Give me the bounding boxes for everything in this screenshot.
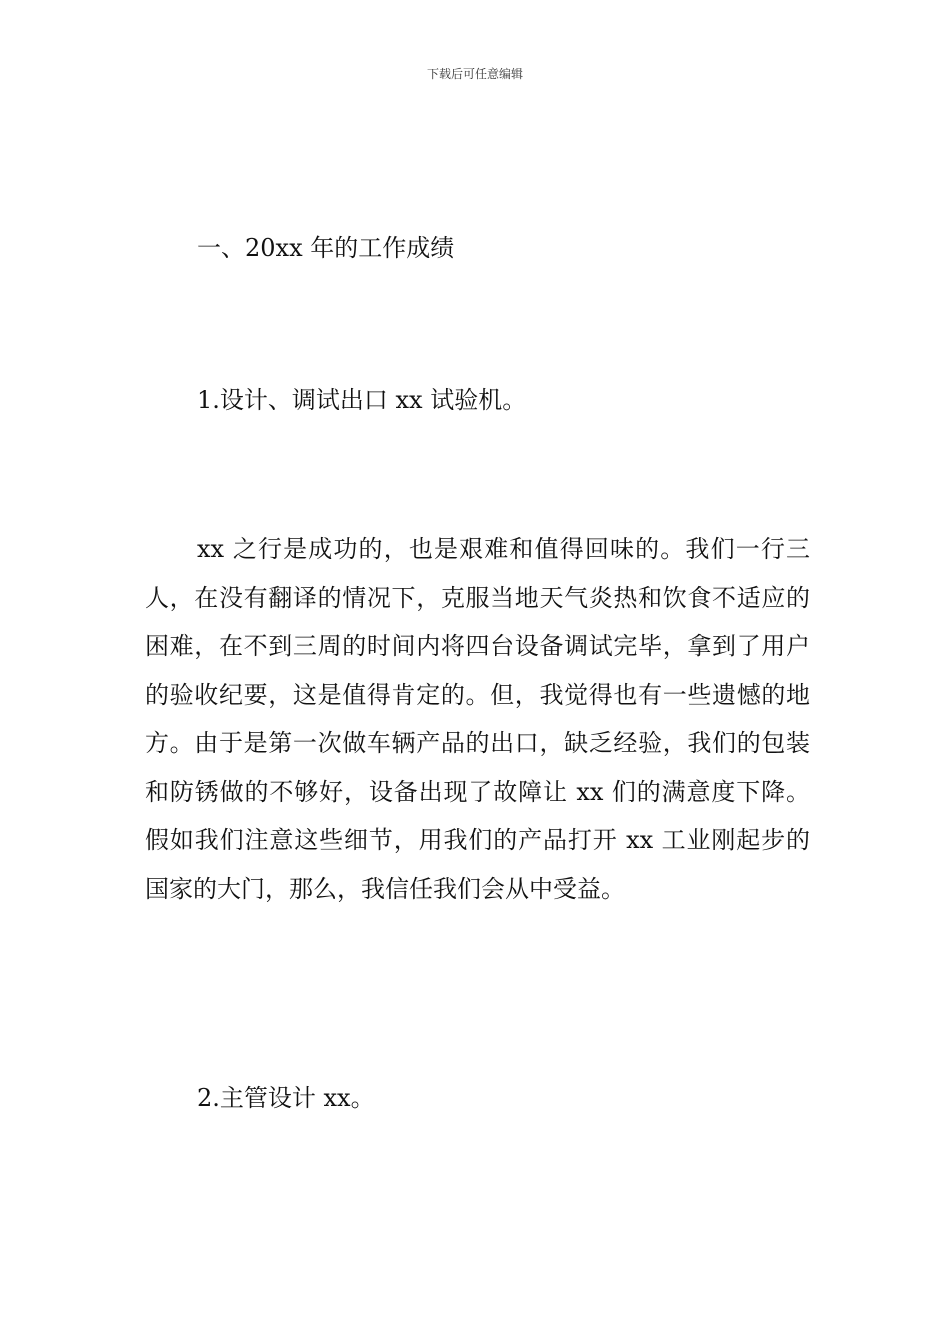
item-1-title: 1.设计、调试出口 xx 试验机。 — [197, 386, 527, 414]
item-2-title: 2.主管设计 xx。 — [197, 1084, 375, 1112]
section-heading: 一、20xx 年的工作成绩 — [197, 234, 455, 262]
page-header: 下载后可任意编辑 — [426, 67, 523, 81]
item-1-paragraph: xx 之行是成功的，也是艰难和值得回味的。我们一行三人，在没有翻译的情况下，克服当地天气炎热和饮食不适应的困难，在不到三周的时间内将四台设备调试完毕，拿到了用户的验收纪要，这是值得肯定的。但，我觉得也有一些遗憾的地方。由于是第一次做车辆产品的出口，缺乏经验，我们的包装和防锈做的不够好，设备出现了故障让 xx 们的满意度下降。假如我们注意这些细节，用我们的产品打开 xx 工业刚起步的国家的大门，那么，我信任我们会从中受益。 — [145, 535, 810, 903]
